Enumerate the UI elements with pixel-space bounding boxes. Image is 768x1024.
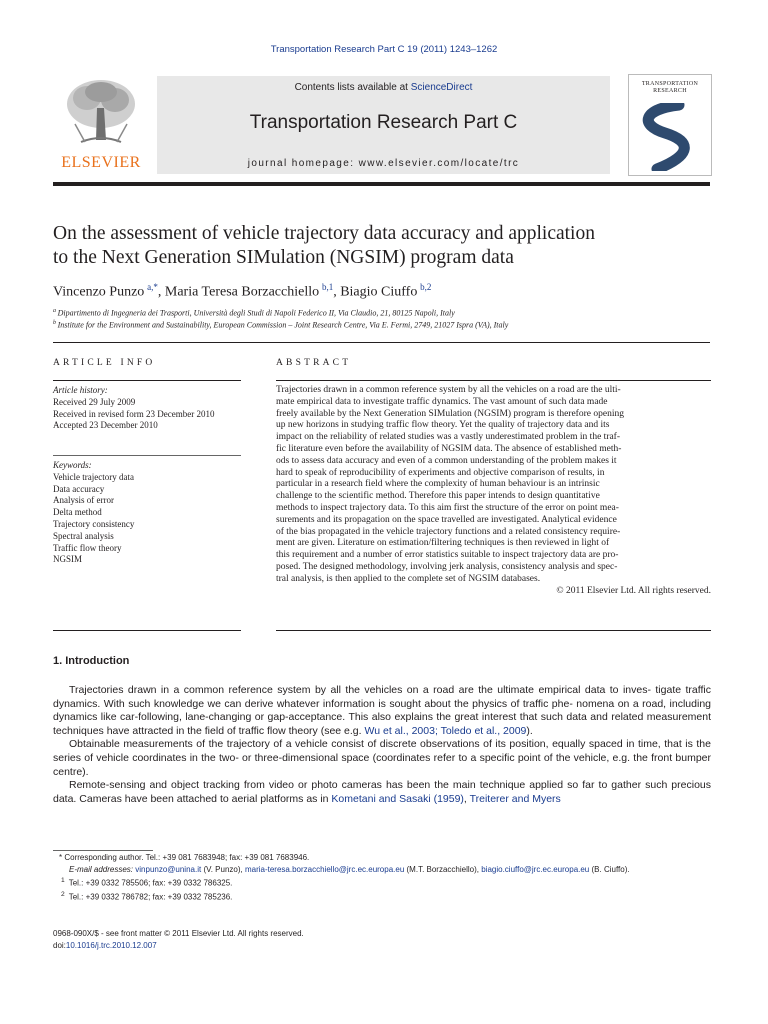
email-owner: (B. Ciuffo). [591,864,630,874]
introduction-body [53,684,711,806]
article-history [53,385,243,432]
abstract-line: surements and its propagation on the space travelled are investigated. Analytical evidence [276,514,617,525]
abstract-line: challenge to the scientific method. Therefore this paper intends to design quantitative [276,491,600,502]
email-owner: (V. Punzo), [203,864,243,874]
intro-paragraph-3 [53,779,711,806]
footnotes [53,852,711,903]
keywords-list [53,460,243,566]
citation-link[interactable]: Wu [364,724,381,737]
email-link[interactable]: vinpunzo@unina.it [135,864,202,874]
sciencedirect-link[interactable]: ScienceDirect [410,82,473,93]
author-affiliation-mark[interactable]: b,2 [420,282,432,292]
article-info-heading: ARTICLE INFO [53,358,156,368]
body-line: tigate traffic dynamics. With such knowledge we can derive whatever information is sought about the physics of traffic phe- [53,684,711,710]
keywords-label: Keywords: [53,460,92,470]
homepage-url[interactable]: www.elsevier.com/locate/trc [358,158,520,169]
keyword: Spectral analysis [53,530,114,541]
history-item: Received in revised form 23 December 2010 [53,408,215,419]
footnote-emails [53,864,711,876]
cover-title-line1: TRANSPORTATION [641,81,699,87]
abstract-line: particular in a research field where the complexity of human behaviour is an intrinsic [276,479,600,490]
journal-citation-link[interactable]: Transportation Research Part C 19 (2011) 1243–1262 [270,44,498,55]
cover-title [629,81,711,95]
history-item: Accepted 23 December 2010 [53,420,158,431]
citation-link[interactable]: Kometani and Sasaki (1959) [331,792,464,805]
keyword: NGSIM [53,554,83,565]
issn-line: 0968-090X/$ - see front matter © 2011 Elsevier Ltd. All rights reserved. [53,929,304,938]
abstract-line: posed. The designed methodology, involving jerk analysis, consistency analysis and spec- [276,561,618,572]
journal-banner [157,76,610,174]
keyword: Data accuracy [53,483,105,494]
keyword: Delta method [53,507,102,518]
author-name: Biagio Ciuffo [340,284,418,300]
footnote-corresponding: * Corresponding author. Tel.: +39 081 7683948; fax: +39 081 7683946. [59,853,310,862]
abstract-line: ment are given. Literature on estimation/filtering techniques is then reviewed in light of [276,538,610,549]
abstract-copyright: © 2011 Elsevier Ltd. All rights reserved. [556,585,711,596]
abstract-line: hard to speak of reproducibility of experiments and objective comparison of results, in [276,467,605,478]
intro-paragraph-1 [53,684,711,738]
affiliation-b [53,320,508,330]
abstract-line: up new horizons in studying traffic flow theory. Yet the quality of trajectory data and its [276,420,610,431]
keywords-rule [53,455,241,456]
footnote-rule [53,850,153,851]
journal-cover-image [628,74,712,176]
doi-link[interactable]: 10.1016/j.trc.2010.12.007 [65,940,157,950]
history-label: Article history: [53,385,108,395]
affiliation-a [53,308,455,318]
abstract-heading: ABSTRACT [276,358,352,368]
email-label: E-mail addresses: [69,864,134,874]
body-line: nomena on a road, including dynamics like car-following, lane-changing or gap-acceptance. This also explains the great [53,697,711,724]
body-text: Remote-sensing and object tracking from video or photo cameras has been the main technique applied so far to gather such precious data. Cameras have been attached to aerial platforms as in [53,779,711,805]
journal-homepage [157,158,610,169]
author-affiliation-mark[interactable]: a,* [147,282,158,292]
author-list: Vincenzo Punzo $^{a,*}$, Maria Teresa Borzacchiello $^{b,1}$, Biagio Ciuffo $^{b,2}$ [53,282,432,300]
keyword: Trajectory consistency [53,518,135,529]
contents-prefix: Contents lists available at [294,82,411,93]
author-affiliation-mark[interactable]: b,1 [321,282,334,292]
abstract-line: freely available by the Next Generation SIMulation (NGSIM) program is therefore opening [276,408,624,419]
abstract-line: tral analysis, is then applied to the complete set of NGSIM databases. [276,573,541,584]
abstract-text [276,385,711,597]
abstract-line: of the bias propagated in the vehicle trajectory functions and a related consistency require- [276,526,621,537]
elsevier-wordmark: ELSEVIER [61,154,141,171]
doi-label: doi: [53,940,66,950]
abstract-line: fic literature even before the availability of NGSIM data. The absence of established meth- [276,443,622,454]
author-name: Maria Teresa Borzacchiello [164,284,320,300]
affiliation-mark: b [53,320,56,326]
road-illustration-icon [635,103,705,171]
title-line-1: On the assessment of vehicle trajectory data accuracy and application [53,223,595,244]
abstract-line: mate empirical data to investigate traffic dynamics. The vast amount of such data made [276,396,608,407]
abstract-rule [276,380,711,381]
cover-title-line2: RESEARCH [653,88,687,94]
title-line-2: to the Next Generation SIMulation (NGSIM) program data [53,247,514,268]
article-info-bottom-rule [53,630,241,631]
journal-title: Transportation Research Part C [249,112,518,133]
keyword: Analysis of error [53,495,114,506]
citation-link[interactable]: et al., 2003; Toledo et al., 2009 [382,724,527,737]
author-name: Vincenzo Punzo [53,284,145,300]
abstract-line: methods to inspect trajectory data. To this aim first the structure of the error on point mea- [276,502,619,513]
citation-link[interactable]: Treiterer and Myers [469,792,561,805]
elsevier-logo [53,76,149,174]
keyword: Traffic flow theory [53,542,122,553]
email-link[interactable]: maria-teresa.borzacchiello@jrc.ec.europa.eu [244,864,405,874]
keyword: Vehicle trajectory data [53,471,134,482]
footnote-text: Tel.: +39 0332 785506; fax: +39 0332 786325. [68,878,233,888]
article-title [53,222,713,270]
publication-info [53,928,711,951]
footnote-2: $^2$ Tel.: +39 0332 786782; fax: +39 0332 785236. [61,891,233,902]
footnote-text: Tel.: +39 0332 786782; fax: +39 0332 785236. [68,892,233,902]
contents-line [157,82,610,93]
body-line: Trajectories drawn in a common reference system by all the vehicles on a road are the ultimate empirical data to inves- [69,684,651,696]
affiliation-mark: a [53,308,56,314]
intro-paragraph-2: Obtainable measurements of the trajectory of a vehicle consist of discrete observations of its position, equally spaced in time, that is the series of vehicle coordinates in the two- or three-dimensional space (coordinates refer to a specific point of the vehicle, e.g. the front bumper centre). [53,738,711,778]
body-line: interest that such data and related measurement techniques have attracted in the field of traffic flow theory (see e.g. [53,711,712,737]
history-item: Received 29 July 2009 [53,396,136,407]
body-text: , [463,792,470,805]
tree-logo-icon [63,78,139,148]
email-owner: (M.T. Borzacchiello), [406,864,479,874]
footnote-1: $^1$ Tel.: +39 0332 785506; fax: +39 0332 786325. [61,877,233,888]
affiliation-text: Dipartimento di Ingegneria dei Trasporti, Università degli Studi di Napoli Federico II, Via Claudio, 21, 80125 Napoli, Italy [57,308,455,318]
email-link[interactable]: biagio.ciuffo@jrc.ec.europa.eu [481,864,590,874]
abstract-bottom-rule [276,630,711,631]
body-text: ). [526,724,533,737]
homepage-prefix: journal homepage: [247,158,359,169]
section-heading-introduction: 1. Introduction [53,655,130,667]
header-divider [53,182,710,186]
abstract-line: ods to assess data accuracy and even of a common understanding of the problem makes it [276,455,617,466]
article-info-rule [53,380,241,381]
abstract-line: this requirement and a number of error statistics suitable to inspect trajectory data are pro- [276,550,619,561]
abstract-line: Trajectories drawn in a common reference system by all the vehicles on a road are the ulti- [276,385,621,395]
title-divider [53,342,710,343]
abstract-line: impact on the reliability of related studies was a vastly underestimated problem in the traf- [276,432,621,443]
affiliation-text: Institute for the Environment and Sustainability, European Commission – Joint Research Centre, Via E. Fermi, 2749, 21027 Ispra (VA), Italy [57,320,509,330]
doi-line [53,940,711,952]
